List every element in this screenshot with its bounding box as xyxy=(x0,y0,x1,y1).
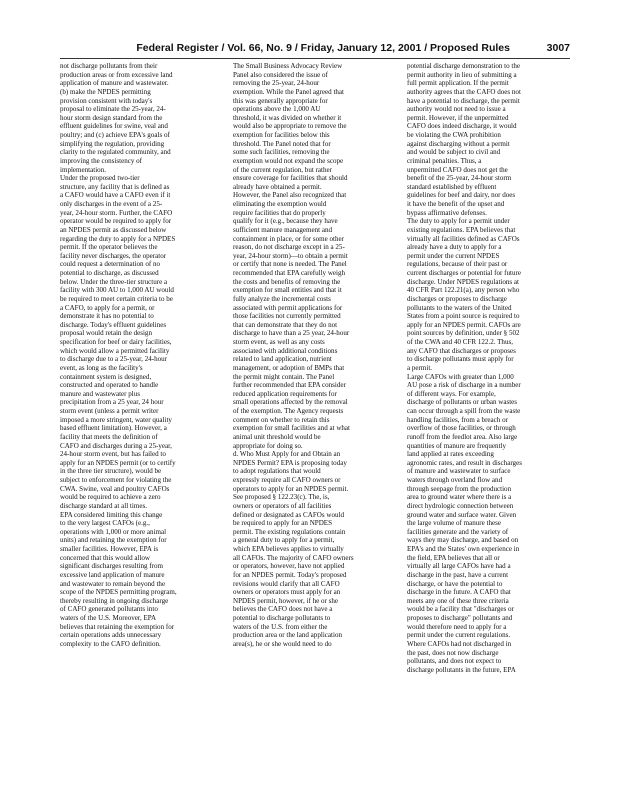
text-line: or operators, however, have not applied xyxy=(233,562,345,571)
text-line: unpermitted CAFO does not get the xyxy=(407,165,508,174)
text-line: precipitation from a 25 year, 24 hour xyxy=(60,398,164,407)
text-line: associated with permit applications for xyxy=(233,303,343,312)
text-line: reason, do not discharge except in a 25- xyxy=(233,243,345,252)
text-line: associated with additional conditions xyxy=(233,346,338,355)
text-line: year, 24-hour storm. Further, the CAFO xyxy=(60,208,173,217)
text-line: reduced application requirements for xyxy=(233,389,337,398)
text-line: exemption for facilities below this xyxy=(233,131,330,139)
text-line: poultry; and (c) achieve EPA's goals of xyxy=(60,131,170,139)
text-line: it have the benefit of the upset and xyxy=(407,200,505,208)
text-line: concerned that this would allow xyxy=(60,553,151,562)
text-line: qualify for it (e.g., because they have xyxy=(233,217,338,226)
text-column-right xyxy=(407,62,569,674)
text-line: believes that retaining the exemption for xyxy=(60,622,175,631)
text-line: threshold. The Panel noted that for xyxy=(233,139,331,148)
text-line: owners or operators must apply for an xyxy=(233,588,341,597)
text-line: production area or the land application xyxy=(233,631,342,640)
text-line: NPDES permit, however, if he or she xyxy=(233,596,339,605)
text-line: a CAFO, to apply for a permit, or xyxy=(60,303,155,312)
text-line: some such facilities, removing the xyxy=(233,148,330,157)
text-line: Under the proposed two-tier xyxy=(60,174,140,183)
text-line: standard established by effluent xyxy=(407,182,497,191)
text-line: Where CAFOs had not discharged in xyxy=(407,639,512,648)
text-line: storm event, as well as any costs xyxy=(233,338,325,346)
text-line: regulations, because of their past or xyxy=(407,260,508,269)
text-line: proposal would retain the design xyxy=(60,329,152,338)
text-column-middle xyxy=(233,62,395,649)
text-line: constructed and operated to handle xyxy=(60,381,159,390)
text-line: removing the 25-year, 24-hour xyxy=(233,79,320,88)
text-line: units) and retaining the exemption for xyxy=(60,536,167,545)
text-line: hour storm design standard from the xyxy=(60,113,163,122)
text-line: facility that meets the definition of xyxy=(60,432,158,441)
text-line: area(s), he or she would need to do xyxy=(233,639,332,648)
text-line: in the three tier structure), would be xyxy=(60,467,162,476)
text-line: virtually all facilities defined as CAFOs xyxy=(407,234,520,243)
text-line: discharge. Under NPDES regulations at xyxy=(407,277,520,286)
text-line: be required to meet certain criteria to be xyxy=(60,294,173,303)
text-line: eliminating the exemption would xyxy=(233,200,327,208)
text-line: NPDES Permit? EPA is proposing today xyxy=(233,458,347,467)
text-line: would be required to achieve a zero xyxy=(60,493,161,502)
text-line: defined or designated as CAFOs would xyxy=(233,510,344,519)
text-line: d. Who Must Apply for and Obtain an xyxy=(233,450,341,459)
text-line: operator would be required to apply for xyxy=(60,217,172,226)
text-line: already have obtained a permit. xyxy=(233,182,322,191)
text-line: manure and wastewater plus xyxy=(60,389,141,398)
text-line: a permit. xyxy=(407,363,433,372)
text-line: and would be subject to civil and xyxy=(407,148,501,157)
text-line: storm event (unless a permit writer xyxy=(60,407,159,415)
text-line: implementation. xyxy=(60,165,106,174)
text-line: EPA considered limiting this change xyxy=(60,510,163,519)
text-line: facilities generate and the variety of xyxy=(407,527,509,536)
text-line: discharge to have than a 25 year, 24-hour xyxy=(233,329,350,338)
text-line: provision consistent with today's xyxy=(60,96,153,105)
text-line: the costs and benefits of removing the xyxy=(233,277,341,286)
text-line: to the very largest CAFOs (e.g., xyxy=(60,519,150,528)
text-line: land applied at rates exceeding xyxy=(407,450,494,459)
text-line: all CAFOs. The majority of CAFO owners xyxy=(233,553,354,562)
text-line: apply for an NPDES permit (or to certify xyxy=(60,458,176,467)
header-rule xyxy=(60,58,570,59)
text-line: to discharge due to a 25-year, 24-hour xyxy=(60,355,168,364)
text-line: sufficient manure management and xyxy=(233,225,333,234)
text-line: potential to discharge pollutants to xyxy=(233,614,331,622)
text-line: structure, any facility that is defined as xyxy=(60,182,170,191)
text-line: agronomic rates, and result in discharges xyxy=(407,458,522,467)
text-line: runoff from the feedlot area. Also large xyxy=(407,432,518,441)
text-line: waters of the U.S. from either the xyxy=(233,622,328,631)
text-line: point sources by definition, under § 502 xyxy=(407,329,520,338)
text-line: containment system is designed, xyxy=(60,372,152,381)
text-line: discharge, or have the potential to xyxy=(407,579,503,588)
text-line: imposed a more stringent, water quality xyxy=(60,415,172,424)
text-line: virtually all large CAFOs have had a xyxy=(407,562,511,571)
text-line: those facilities not currently permitted xyxy=(233,312,341,321)
text-line: direct hydrologic connection between xyxy=(407,501,514,510)
text-line: of the CWA and 40 CFR 122.2. Thus, xyxy=(407,338,513,346)
text-line: threshold, it was divided on whether it xyxy=(233,113,342,122)
text-line: recommended that EPA carefully weigh xyxy=(233,269,346,277)
text-line: comment on whether to retain this xyxy=(233,415,330,424)
text-line: scope of the NPDES permitting program, xyxy=(60,588,177,597)
text-line: the permit might contain. The Panel xyxy=(233,372,335,381)
text-line: benefit of the 25-year, 24-hour storm xyxy=(407,174,512,183)
text-line: a general duty to apply for a permit, xyxy=(233,536,335,545)
text-line: expressly require all CAFO owners or xyxy=(233,476,341,484)
text-line: pollutants, and does not expect to xyxy=(407,657,502,666)
text-line: thereby resulting in ongoing discharge xyxy=(60,596,169,605)
text-line: not discharge pollutants from their xyxy=(60,62,158,70)
page-header xyxy=(60,42,570,56)
text-line: through seepage from the production xyxy=(407,484,512,493)
text-line: The duty to apply for a permit under xyxy=(407,217,510,226)
text-line: permit authority in lieu of submitting a xyxy=(407,70,517,79)
text-line: below. Under the three-tier structure a xyxy=(60,277,168,286)
text-line: authority agrees that the CAFO does not xyxy=(407,87,521,96)
text-line: which would allow a permitted facility xyxy=(60,346,170,355)
text-line: discharge pollutants in the future, EPA xyxy=(407,665,516,674)
text-line: which EPA believes applies to virtually xyxy=(233,545,344,553)
text-line: bypass affirmative defenses. xyxy=(407,208,487,217)
text-line: based effluent limitation). However, a xyxy=(60,424,167,433)
text-line: of different ways. For example, xyxy=(407,389,496,398)
text-line: Panel also considered the issue of xyxy=(233,70,328,79)
text-line: Large CAFOs with greater than 1,000 xyxy=(407,372,514,381)
text-line: could request a determination of no xyxy=(60,260,160,269)
text-line: ensure coverage for facilities that should xyxy=(233,174,348,183)
text-line: full permit application. If the permit xyxy=(407,79,509,88)
text-line: States from a point source is required to xyxy=(407,312,520,321)
text-line: fully analyze the incremental costs xyxy=(233,294,331,303)
text-line: be required to apply for an NPDES xyxy=(233,519,333,528)
text-line: permit. However, if the unpermitted xyxy=(407,113,509,122)
text-line: excessive land application of manure xyxy=(60,570,165,579)
text-line: apply for an NPDES permit. CAFOs are xyxy=(407,320,521,329)
text-line: permit under the current NPDES xyxy=(407,251,500,260)
text-line: certain operations adds unnecessary xyxy=(60,631,162,640)
text-line: permit. The existing regulations contain xyxy=(233,527,346,536)
text-line: However, the Panel also recognized that xyxy=(233,191,347,200)
text-line: of manure and wastewater to surface xyxy=(407,467,511,476)
text-line: exemption. While the Panel agreed that xyxy=(233,87,345,96)
text-line: proposal to eliminate the 25-year, 24- xyxy=(60,105,166,114)
text-line: the large volume of manure these xyxy=(407,519,501,528)
text-line: 24-hour storm event, but has failed to xyxy=(60,450,166,459)
text-line: permit under the current regulations. xyxy=(407,631,511,640)
text-line: facility never discharges, the operator xyxy=(60,251,167,260)
text-line: to discharge pollutants must apply for xyxy=(407,355,514,364)
text-line: exemption would not expand the scope xyxy=(233,156,344,165)
text-line: exemption for small entities and that it xyxy=(233,286,342,295)
text-line: ground water and surface water. Given xyxy=(407,510,517,519)
text-line: the past, does not now discharge xyxy=(407,648,499,657)
text-line: significant discharges resulting from xyxy=(60,562,164,571)
text-line: discharge standard at all times. xyxy=(60,501,147,510)
text-line: meets any one of these three criteria xyxy=(407,596,509,605)
text-line: a CAFO would have a CAFO even if it xyxy=(60,191,171,200)
text-column-left xyxy=(60,62,222,649)
text-line: existing regulations. EPA believes that xyxy=(407,225,516,234)
text-line: would be a facility that "discharges or xyxy=(407,605,514,614)
text-line: AU pose a risk of discharge in a number xyxy=(407,381,521,390)
text-line: handling facilities, from a breach or xyxy=(407,415,508,424)
text-line: application of manure and wastewater. xyxy=(60,79,169,88)
text-line: the field, EPA believes that all or xyxy=(407,553,500,562)
text-line: waters of the U.S. Moreover, EPA xyxy=(60,614,157,622)
text-line: (b) make the NPDES permitting xyxy=(60,87,151,96)
text-line: effluent guidelines for swine, veal and xyxy=(60,122,168,131)
text-line: would therefore need to apply for a xyxy=(407,622,507,631)
text-line: CAFO and discharges during a 25-year, xyxy=(60,441,172,450)
text-line: operations above the 1,000 AU xyxy=(233,105,321,114)
text-line: of CAFO generated pollutants into xyxy=(60,605,158,614)
text-line: discharge in the future. A CAFO that xyxy=(407,588,511,597)
text-line: that can demonstrate that they do not xyxy=(233,320,338,329)
text-line: overflow of those facilities, or through xyxy=(407,424,516,433)
text-line: regarding the duty to apply for a NPDES xyxy=(60,234,176,243)
text-line: ways they may discharge, and based on xyxy=(407,536,519,545)
text-line: area to ground water where there is a xyxy=(407,493,512,502)
text-line: subject to enforcement for violating the xyxy=(60,476,172,484)
page-number: 3007 xyxy=(546,42,570,54)
text-line: waters through overland flow and xyxy=(407,476,503,484)
text-line: appropriate for doing so. xyxy=(233,441,303,450)
text-line: potential to discharge, as discussed xyxy=(60,269,159,277)
text-line: require facilities that do properly xyxy=(233,208,326,217)
text-line: related to land application, nutrient xyxy=(233,355,332,364)
text-line: for an NPDES permit. Today's proposed xyxy=(233,570,347,579)
text-line: discharge. Today's effluent guidelines xyxy=(60,320,167,329)
text-line: discharge of pollutants or urban wastes xyxy=(407,398,518,407)
text-line: only discharges in the event of a 25- xyxy=(60,200,163,208)
text-line: quantities of manure are frequently xyxy=(407,441,507,450)
text-line: event, as long as the facility's xyxy=(60,363,143,372)
text-line: improving the consistency of xyxy=(60,156,143,165)
text-line: production areas or from excessive land xyxy=(60,70,173,79)
text-line: discharge in the past, have a current xyxy=(407,570,509,579)
text-line: this was generally appropriate for xyxy=(233,96,328,105)
text-line: EPA's and the States' own experience in xyxy=(407,545,520,553)
text-line: would also be appropriate to remove the xyxy=(233,122,347,131)
text-line: authority would not need to issue a xyxy=(407,105,506,114)
text-line: can occur through a spill from the waste xyxy=(407,407,521,415)
text-line: further recommended that EPA consider xyxy=(233,381,346,390)
text-line: an NPDES permit as discussed below xyxy=(60,225,167,234)
text-line: simplifying the regulation, providing xyxy=(60,139,165,148)
text-line: or certify that none is needed. The Panel xyxy=(233,260,347,269)
text-line: potential discharge demonstration to the xyxy=(407,62,520,70)
text-line: current discharges or potential for future xyxy=(407,269,521,277)
text-line: owners or operators of all facilities xyxy=(233,501,332,510)
text-line: See proposed § 122.23(c). The, is, xyxy=(233,493,330,502)
text-line: CWA. Swine, veal and poultry CAFOs xyxy=(60,484,170,493)
text-line: 40 CFR Part 122.21(a), any person who xyxy=(407,286,520,295)
text-line: exemption for small facilities and at what xyxy=(233,424,351,433)
text-line: management, or adoption of BMPs that xyxy=(233,363,345,372)
text-line: guidelines for beef and dairy, nor does xyxy=(407,191,516,200)
text-line: The Small Business Advocacy Review xyxy=(233,62,343,70)
text-line: facility with 300 AU to 1,000 AU would xyxy=(60,286,174,295)
text-line: of the exemption. The Agency requests xyxy=(233,407,344,415)
text-line: of the current regulation, but rather xyxy=(233,165,333,174)
text-line: and wastewater to remain beyond the xyxy=(60,579,166,588)
text-line: criminal penalties. Thus, a xyxy=(407,156,482,165)
text-line: operators to apply for an NPDES permit. xyxy=(233,484,349,493)
text-line: clarity to the regulated community, and xyxy=(60,148,171,157)
header-title: Federal Register / Vol. 66, No. 9 / Friday, January 12, 2001 / Proposed Rules xyxy=(136,42,510,54)
text-line: pollutants to the waters of the United xyxy=(407,303,512,312)
text-line: containment in place, or for some other xyxy=(233,234,344,243)
text-line: operations with 1,000 or more animal xyxy=(60,527,167,536)
text-line: discharges or proposes to discharge xyxy=(407,294,507,303)
text-line: permit. If the operator believes the xyxy=(60,243,158,252)
text-line: demonstrate it has no potential to xyxy=(60,312,154,321)
text-line: already have a duty to apply for a xyxy=(407,243,502,252)
text-line: smaller facilities. However, EPA is xyxy=(60,545,159,553)
text-line: specification for beef or dairy facilities, xyxy=(60,338,172,346)
text-line: believes the CAFO does not have a xyxy=(233,605,333,614)
text-line: be violating the CWA prohibition xyxy=(407,131,501,139)
text-line: CAFO does indeed discharge, it would xyxy=(407,122,517,131)
text-line: complexity to the CAFO definition. xyxy=(60,639,161,648)
text-line: any CAFO that discharges or proposes xyxy=(407,346,516,355)
text-line: year, 24-hour storm)—to obtain a permit xyxy=(233,251,348,260)
text-line: to adopt regulations that would xyxy=(233,467,321,476)
text-line: small operations affected by the removal xyxy=(233,398,348,407)
text-line: revisions would clarify that all CAFO xyxy=(233,579,340,588)
text-line: animal unit threshold would be xyxy=(233,432,321,441)
text-line: against discharging without a permit xyxy=(407,139,510,148)
text-line: have a potential to discharge, the permit xyxy=(407,96,520,105)
text-line: proposes to discharge" pollutants and xyxy=(407,614,513,622)
